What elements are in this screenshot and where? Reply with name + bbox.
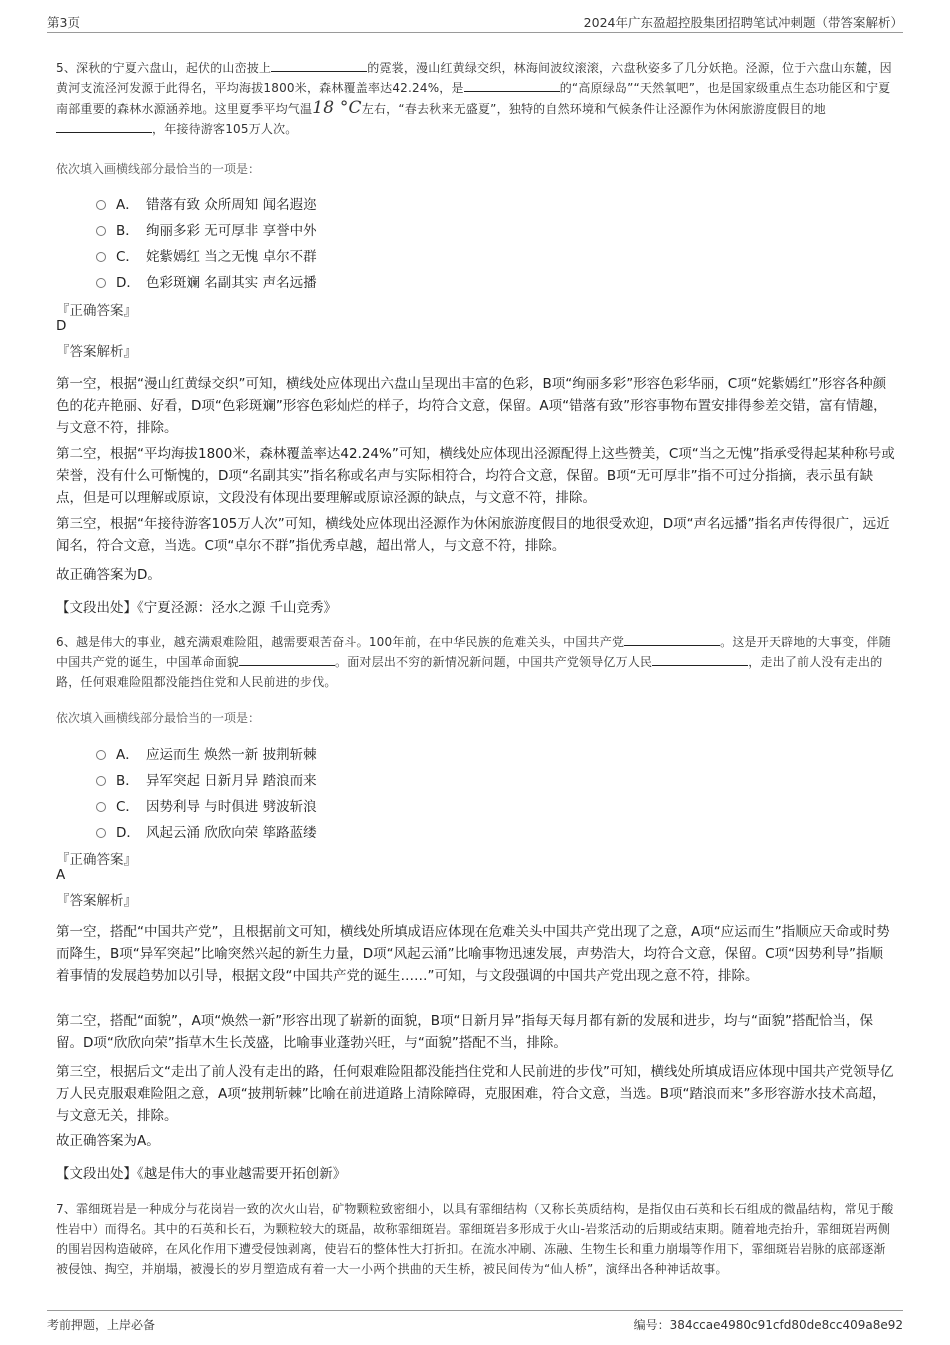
q5-option-a[interactable]: A． 错落有致 众所周知 闻名遐迩 xyxy=(96,193,317,213)
radio-icon[interactable] xyxy=(96,776,106,786)
q6-analysis-1: 第一空，搭配“中国共产党”，且根据前文可知，横线处所填成语应体现在危难关头中国共产党出现了之意，A项“应运而生”指顺应天命或时势而降生，B项“异军突起”比喻突然兴起的新生力量，D项“风起云涌”比喻事物迅速发展，声势浩大，均符合文意，保留。C项“因势利导”指顺着事情的发展趋势加以引导，根据文段“中国共产党的诞生……”可知，与文段强调的中国共产党出现之意不符，排除。 xyxy=(56,924,890,984)
document-title: 2024年广东盈超控股集团招聘笔试冲刺题（带答案解析） xyxy=(583,15,903,30)
radio-icon[interactable] xyxy=(96,200,106,210)
q6-source: 【文段出处】《越是伟大的事业越需要开拓创新》 xyxy=(56,1166,347,1182)
q5-source: 【文段出处】《宁夏泾源：泾水之源 千山竞秀》 xyxy=(56,600,338,616)
q5-analysis-2: 第二空，根据“平均海拔1800米，森林覆盖率达42.24%”可知，横线处应体现出泾源配得上这些赞美，C项“当之无愧”指承受得起某种称号或荣誉，没有什么可惭愧的，D项“名副其实”指名称或名声与实际相符合，均符合文意，保留。B项“无可厚非”指不可过分指摘，表示虽有缺点，但是可以理解或原谅，文段没有体现出要理解或原谅泾源的缺点，与文意不符，排除。 xyxy=(56,446,895,506)
q5-option-c[interactable]: C． 姹紫嫣红 当之无愧 卓尔不群 xyxy=(96,245,317,265)
q5-analysis-title: 『答案解析』 xyxy=(56,344,137,360)
question-6-stem: 6、越是伟大的事业，越充满艰难险阻，越需要艰苦奋斗。100年前，在中华民族的危难关头，中国共产党 。这是开天辟地的大事变，伴随中国共产党的诞生，中国革命面貌 。面对层出不穷的新情况新问题，中国共产党领导亿万人民 ，走出了前人没有走出的路，任何艰难险阻都没能挡住党和人民前进的步伐。 xyxy=(56,635,891,689)
question-5-stem: 5、深秋的宁夏六盘山，起伏的山峦披上 的霓裳，漫山红黄绿交织，林海间波纹滚滚，六盘秋姿多了几分妖艳。泾源，位于六盘山东麓，因黄河支流泾河发源于此得名，平均海拔1800米，森林覆盖率达42.24%，是 的“高原绿岛”“天然氧吧”，也是国家级重点生态功能区和宁夏南部重要的森林水源涵养地。这里夏季平均气温18 °C左右，“春去秋来无盛夏”，独特的自然环境和气候条件让泾源作为休闲旅游度假目的地，年接待游客105万人次。 xyxy=(56,61,892,136)
q6-option-b[interactable]: B． 异军突起 日新月异 踏浪而来 xyxy=(96,769,317,789)
q5-option-b[interactable]: B． 绚丽多彩 无可厚非 享誉中外 xyxy=(96,219,317,239)
footer-slogan: 考前押题，上岸必备 xyxy=(47,1318,156,1332)
q5-option-d[interactable]: D． 色彩斑斓 名副其实 声名远播 xyxy=(96,271,317,291)
q6-option-c[interactable]: C． 因势利导 与时俱进 劈波斩浪 xyxy=(96,795,317,815)
blank-2 xyxy=(464,80,560,92)
radio-icon[interactable] xyxy=(96,278,106,288)
q6-answer: A xyxy=(56,867,66,883)
radio-icon[interactable] xyxy=(96,802,106,812)
q6-option-d[interactable]: D． 风起云涌 欣欣向荣 筚路蓝缕 xyxy=(96,821,317,841)
radio-icon[interactable] xyxy=(96,226,106,236)
page-header xyxy=(47,9,903,33)
blank-3 xyxy=(56,121,152,133)
q5-analysis-3: 第三空，根据“年接待游客105万人次”可知，横线处应体现出泾源作为休闲旅游度假目的地很受欢迎，D项“声名远播”指名声传得很广，远近闻名，符合文意，当选。C项“卓尔不群”指优秀卓越，超出常人，与文意不符，排除。 xyxy=(56,516,890,554)
blank-1 xyxy=(271,60,367,72)
q6-analysis-3: 第三空，根据后文“走出了前人没有走出的路，任何艰难险阻都没能挡住党和人民前进的步伐”可知，横线处所填成语应体现中国共产党领导亿万人民克服艰难险阻之意，A项“披荆斩棘”比喻在前进道路上清除障碍，克服困难，符合文意，当选。B项“踏浪而来”多形容游水技术高超，与文意无关，排除。 xyxy=(56,1064,894,1124)
q5-analysis-conclusion: 故正确答案为D。 xyxy=(56,567,161,583)
q6-analysis-title: 『答案解析』 xyxy=(56,893,137,909)
q6-option-a[interactable]: A． 应运而生 焕然一新 披荆斩棘 xyxy=(96,743,317,763)
q5-answer-title: 『正确答案』 xyxy=(56,303,137,319)
radio-icon[interactable] xyxy=(96,252,106,262)
page-number: 第3页 xyxy=(47,15,80,30)
question-7-stem: 7、霏细斑岩是一种成分与花岗岩一致的次火山岩，矿物颗粒致密细小，以具有霏细结构（又称长英质结构，是指仅由石英和长石组成的微晶结构，常见于酸性岩中）而得名。其中的石英和长石，为颗粒较大的斑晶，故称霏细斑岩。霏细斑岩多形成于火山-岩浆活动的后期或结束期。随着地壳抬升，霏细斑岩两侧的围岩因构造破碎，在风化作用下遭受侵蚀剥离，使岩石的整体性大打折扣。在流水冲刷、冻融、生物生长和重力崩塌等作用下，霏细斑岩岩脉的底部逐渐被侵蚀、掏空，并崩塌，被漫长的岁月塑造成有着一大一小两个拱曲的天生桥，被民间传为“仙人桥”，演绎出各种神话故事。 xyxy=(56,1202,894,1276)
blank-1 xyxy=(624,634,720,646)
radio-icon[interactable] xyxy=(96,828,106,838)
temperature-value: 18 °C xyxy=(312,98,362,118)
q5-analysis-1: 第一空，根据“漫山红黄绿交织”可知，横线处应体现出六盘山呈现出丰富的色彩，B项“绚丽多彩”形容色彩华丽，C项“姹紫嫣红”形容各种颜色的花卉艳丽、好看，D项“色彩斑斓”形容色彩灿烂的样子，均符合文意，保留。A项“错落有致”形容事物布置安排得参差交错，富有情趣，与文意不符，排除。 xyxy=(56,376,887,436)
page-footer xyxy=(47,1310,903,1334)
document-id: 编号：384ccae4980c91cfd80de8cc409a8e92 xyxy=(633,1318,903,1332)
radio-icon[interactable] xyxy=(96,750,106,760)
blank-2 xyxy=(239,654,335,666)
blank-3 xyxy=(652,654,748,666)
question-5-prompt: 依次填入画横线部分最恰当的一项是： xyxy=(56,162,261,176)
q5-answer: D xyxy=(56,318,67,334)
q6-analysis-2: 第二空，搭配“面貌”，A项“焕然一新”形容出现了崭新的面貌，B项“日新月异”指每天每月都有新的发展和进步，均与“面貌”搭配恰当，保留。D项“欣欣向荣”指草木生长茂盛，比喻事业蓬勃兴旺，与“面貌”搭配不当，排除。 xyxy=(56,1013,873,1051)
q6-analysis-conclusion: 故正确答案为A。 xyxy=(56,1133,160,1149)
question-6-prompt: 依次填入画横线部分最恰当的一项是： xyxy=(56,711,261,725)
q6-answer-title: 『正确答案』 xyxy=(56,852,137,868)
